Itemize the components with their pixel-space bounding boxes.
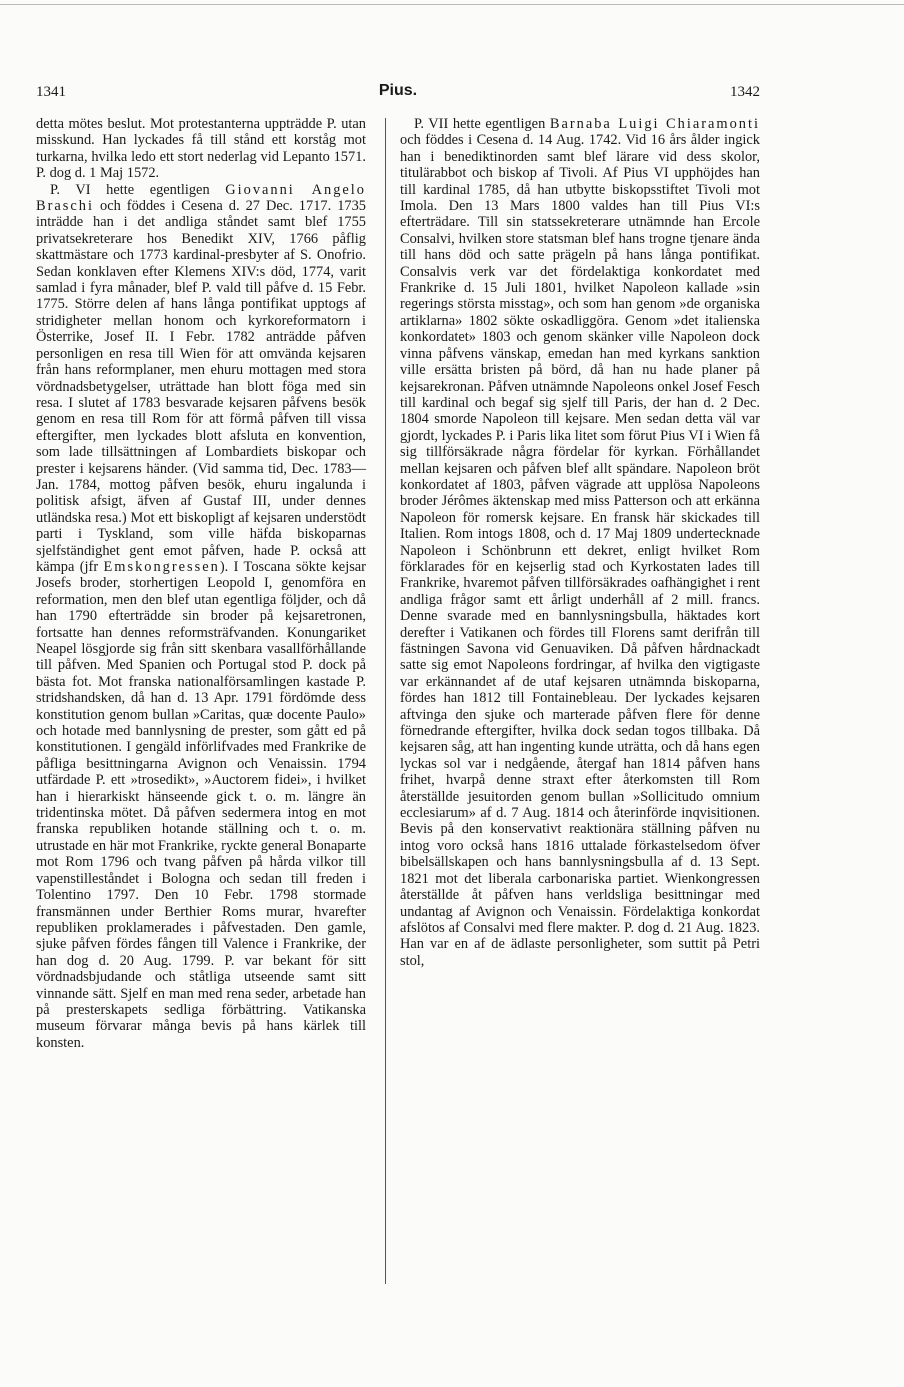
- column-divider: [385, 118, 386, 1284]
- running-title: Pius.: [378, 82, 418, 99]
- right-column: [400, 116, 760, 969]
- paragraph-pius-v-end: detta mötes beslut. Mot protestanterna uppträdde P. utan misskund. Han lyckades få till stånd ett korståg mot turkarna, hvilka ledo ett stort nederlag vid Lepanto 1571. P. dog d. 1 Maj 1572.: [36, 116, 366, 182]
- entry-start: P. VI hette egentligen: [50, 181, 210, 198]
- top-scan-line: [0, 4, 904, 5]
- paragraph-pius-vi: [36, 182, 366, 1052]
- entry-start: P. VII hette egentligen: [414, 116, 546, 132]
- page-number-left: 1341: [36, 84, 66, 100]
- entry-text-continued: ). I Toscana sökte kejsar Josefs broder, storhertigen Leopold I, genomföra en reformation, men den blef utan egentliga följder, och då han 1790 efterträdde sin broder på kejsaretronen, fortsatte han dennes reformsträfvanden. Konungariket Neapel lösgjorde sig från sitt skenbara vasallförhållande till påfven. Med Spanien och Portugal stod P. dock på bästa fot. Mot franska nationalförsamlingen kastade P. stridshandsken, då han d. 13 Apr. 1791 fördömde dess konstitution genom bullan »Caritas, quæ docente Paulo» och hotade med bannlysning de prester, som gått ed på konstitutionen. I gengäld införlifvades med Frankrike de påfliga besittningarna Avignon och Venaissin. 1794 utfärdade P. ett »trosedikt», »Auctorem fidei», i hvilket han i hierarkiskt hänseende gick t. o. m. längre än tridentinska mötet. Då påfven sedermera intog en mot franska republiken hotande ställning och t. o. m. utrustade en här mot Frankrike, ryckte general Bonaparte mot Rom 1796 och tvang påfven på hårda vilkor till vapenstilleståndet i Bologna och sedan till freden i Tolentino 1797. Den 10 Febr. 1798 stormade fransmännen under Berthier Roms murar, hvarefter republiken proklamerades i påfvestaden. Den gamle, sjuke påfven fördes fången till Valence i Frankrike, der han dog d. 20 Aug. 1799. P. var bekant för sitt vördnadsbjudande och ståtliga utseende samt sitt vinnande sätt. Sjelf en man med rena seder, arbetade han på presterskapets sedliga förbättring. Vatikanska museum förvarar många bevis på hans kärlek till konsten.: [36, 558, 366, 1051]
- paragraph-pius-vii: [400, 116, 760, 969]
- page-header: [36, 82, 760, 106]
- cross-reference: Emskongressen: [103, 558, 220, 575]
- person-name: Barnaba Luigi Chiaramonti: [549, 116, 760, 132]
- page-number-right: 1342: [730, 84, 760, 100]
- person-name: Giovanni Angelo Braschi: [36, 181, 366, 215]
- entry-text: och föddes i Cesena d. 14 Aug. 1742. Vid 16 års ålder ingick han i benediktinorden samt blef lärare vid dess skolor, titulärabbot och biskop af Tivoli. Af Pius VI upphöjdes han till kardinal 1785, då han utbytte biskopsstiftet Tivoli mot Imola. Den 13 Mars 1800 valdes han till Pius VI:s efterträdare. Till sin statssekreterare utnämnde han Ercole Consalvi, hvilken store statsman blef hans trogne tjenare ända till hans död och satte prägeln på hans långa pontifikat. Consalvis verk var det fördelaktiga konkordatet med Frankrike d. 15 Juli 1801, hvilket Napoleon kallade »sin regerings största misstag», och som han genom »de organiska artiklarna» 1802 sökte oskadliggöra. Genom »det italienska konkordatet» 1803 och genom skänker ville Napoleon dock vinna påfvens vänskap, emedan han med kyrkans sanktion ville ersätta bristen på börd, då han nu hade planer på kejsarekronan. Påfven utnämnde Napoleons onkel Josef Fesch till kardinal och begaf sig sjelf till Paris, der han d. 2 Dec. 1804 smorde Napoleon till kejsare. Men sedan detta väl var gjordt, lyckades P. i Paris lika litet som förut Pius VI i Wien få sig tillförsäkrade några fördelar för kyrkan. Förhållandet mellan kejsaren och påfven blef allt spändare. Napoleon bröt konkordatet af 1803, påfven vägrade att upplösa Napoleons broder Jérômes äktenskap med miss Patterson och att erkänna Napoleon för romersk kejsare. En fransk här skickades till Italien. Rom intogs 1808, och d. 17 Maj 1809 undertecknade Napoleon i Schönbrunn ett dekret, enligt hvilket Rom förklarades för en kejserlig stad och Kyrkostaten lades till Frankrike, hvaremot påfven tillförsäkrades oafhängighet i rent andliga frågor samt ett årligt underhåll af 2 mill. francs. Denne svarade med en bannlysningsbulla, häktades kort derefter i Vatikanen och fördes till Florens samt derifrån till fästningen Savona vid Genuaviken. Då påfven hårdnackadt satte sig emot Napoleons fordringar, af hvilka den vigtigaste var erkännandet af de utaf kejsaren utnämnda biskoparna, fördes han 1812 till Fontainebleau. Der lyckades kejsaren aftvinga den sjuke och marterade påfven flere för denne förnedrande eftergifter, hvilka dock sedan togos tillbaka. Då kejsaren såg, att han ingenting kunde uträtta, och då hans egen lyckas sol var i nedgående, återgaf han 1814 påfven hans frihet, hvarpå denne straxt efter återkomsten till Rom återställde jesuitorden genom bullan »Sollicitudo omnium ecclesiarum» af d. 7 Aug. 1814 och återinförde inqvisitionen. Bevis på den konservativt reaktionära ställning påfven nu intog voro också hans 1816 uttalade förkastelsedom öfver bibelsällskapen och hans bannlysningsbulla af d. 13 Sept. 1821 mot det liberala carbonariska partiet. Wienkongressen återställde åt påfven hans verldsliga besittningar med undantag af Avignon och Venaissin. Fördelaktiga konkordat afslötos af Consalvi med flere makter. P. dog d. 21 Aug. 1823. Han var en af de ädlaste personligheter, som suttit på Petri stol,: [400, 132, 760, 969]
- entry-text: och föddes i Cesena d. 27 Dec. 1717. 1735 inträdde han i det andliga ståndet samt blef 1755 privatsekreterare hos Benedikt XIV, 1766 påflig skattmästare och 1773 kardinal-presbyter af S. Onofrio. Sedan konklaven efter Klemens XIV:s död, 1774, varit samlad i fyra månader, blef P. vald till påfve d. 15 Febr. 1775. Större delen af hans långa pontifikat upptogs af stridigheter mellan honom och kyrkoreformatorn i Österrike, Josef II. I Febr. 1782 anträdde påfven personligen en resa till Wien för att omvända kejsaren från hans reformplaner, men ehuru mottagen med stora vördnadsbetygelser, uträttade han blott föga med sin resa. I slutet af 1783 besvarade kejsaren påfvens besök genom en resa till Rom för att förmå påfven till vissa eftergifter, men lyckades blott afsluta en konvention, som lade tillsättningen af Lombardiets biskopar och prester i kejsarens händer. (Vid samma tid, Dec. 1783—Jan. 1784, mottog påfven besök, ehuru ingalunda i politisk afsigt, äfven af Gustaf III, under dennes utländska resa.) Mot ett biskopligt af kejsaren understödt parti i Tyskland, som ville häfda biskoparnas sjelfständighet gent emot påfven, hade P. också att kämpa (jfr: [36, 198, 366, 575]
- left-column: [36, 116, 366, 1051]
